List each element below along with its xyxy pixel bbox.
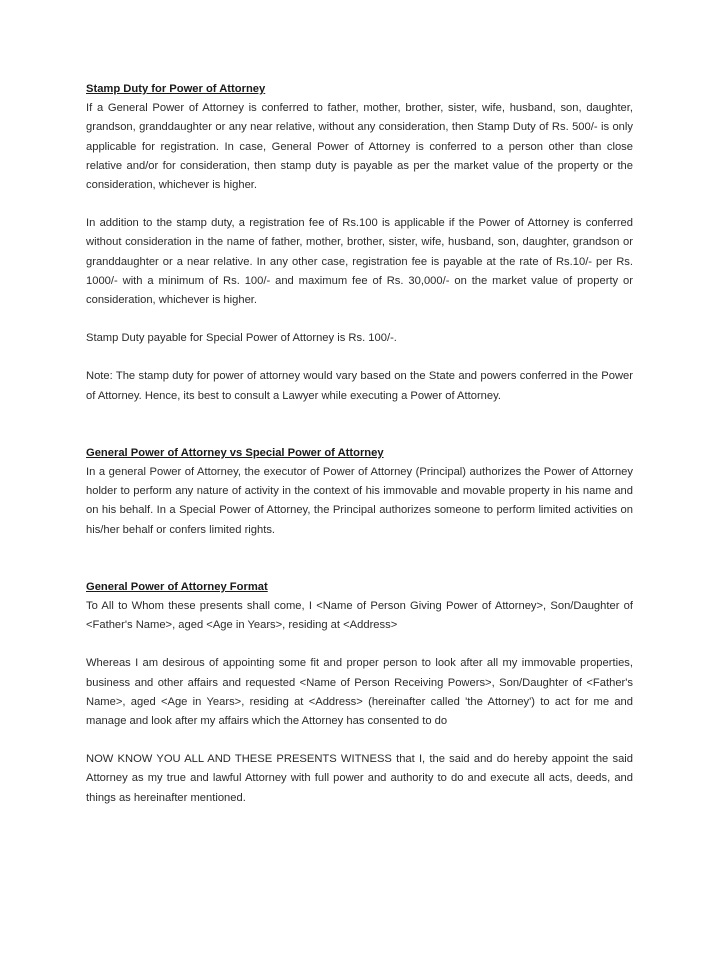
paragraph: Stamp Duty payable for Special Power of Attorney is Rs. 100/-. xyxy=(86,332,397,345)
section-heading: General Power of Attorney vs Special Power of Attorney xyxy=(86,446,384,459)
paragraph: In a general Power of Attorney, the executor of Power of Attorney (Principal) authorizes the Power of Attorney holder to perform any nature of activity in the context of his immovable and movable property in his name and on his behalf. In a Special Power of Attorney, the Principal authorizes someone to perform limited activities on his/her behalf or confers limited rights. xyxy=(86,466,633,536)
paragraph: Whereas I am desirous of appointing some fit and proper person to look after all my immovable properties, business and other affairs and requested <Name of Person Receiving Powers>, Son/Daughter of <Father's Name>, aged <Age in Years>, residing at <Address> (hereinafter called 'the Attorney') to act for me and manage and look after my affairs which the Attorney has consented to do xyxy=(86,657,633,728)
paragraph: Note: The stamp duty for power of attorney would vary based on the State and powers conferred in the Power of Attorney. Hence, its best to consult a Lawyer while executing a Power of Attorney. xyxy=(86,370,633,402)
document-page xyxy=(86,80,633,808)
section-heading: General Power of Attorney Format xyxy=(86,580,268,593)
paragraph: To All to Whom these presents shall come, I <Name of Person Giving Power of Attorney>, Son/Daughter of <Father's Name>, aged <Age in Years>, residing at <Address> xyxy=(86,600,633,632)
section-format xyxy=(86,578,633,808)
paragraph: If a General Power of Attorney is conferred to father, mother, brother, sister, wife, husband, son, daughter, grandson, granddaughter or any near relative, without any consideration, then Stamp Duty of Rs. 500/- is only applicable for registration. In case, General Power of Attorney is conferred to a person other than close relative and/or for consideration, then stamp duty is payable as per the market value of the property or the consideration, whichever is higher. xyxy=(86,102,633,192)
section-heading: Stamp Duty for Power of Attorney xyxy=(86,83,266,95)
paragraph: NOW KNOW YOU ALL AND THESE PRESENTS WITNESS that I, the said and do hereby appoint the said Attorney as my true and lawful Attorney with full power and authority to do and execute all acts, deeds, and things as hereinafter mentioned. xyxy=(86,753,633,804)
section-general-vs-special xyxy=(86,444,633,540)
section-stamp-duty xyxy=(86,80,633,406)
paragraph: In addition to the stamp duty, a registration fee of Rs.100 is applicable if the Power of Attorney is conferred without consideration in the name of father, mother, brother, sister, wife, husband, son, daughter, grandson or granddaughter or a near relative. In any other case, registration fee is payable at the rate of Rs.10/- per Rs. 1000/- with a minimum of Rs. 100/- and maximum fee of Rs. 30,000/- on the market value of property or consideration, whichever is higher. xyxy=(86,217,633,307)
